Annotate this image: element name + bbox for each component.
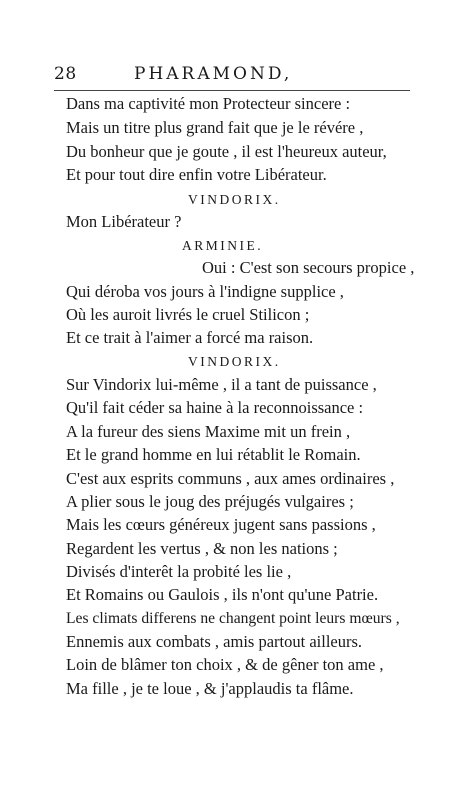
verse-line: Sur Vindorix lui-même , il a tant de puissance , — [66, 375, 377, 394]
verse-line: C'est aux esprits communs , aux ames ordinaires , — [66, 469, 395, 488]
verse-line: Loin de blâmer ton choix , & de gêner ton ame , — [66, 655, 384, 674]
verse-line: Et pour tout dire enfin votre Libérateur. — [66, 165, 327, 184]
verse-line: A la fureur des siens Maxime mit un frein , — [66, 422, 351, 441]
verse-line: Et Romains ou Gaulois , ils n'ont qu'une Patrie. — [66, 585, 379, 604]
header-rule — [54, 90, 410, 91]
verse-line: Qu'il fait céder sa haine à la reconnoissance : — [66, 398, 364, 417]
verse-line: Mais un titre plus grand fait que je le révére , — [66, 118, 364, 137]
verse-line: Où les auroit livrés le cruel Stilicon ; — [66, 305, 310, 324]
verse-line: Qui déroba vos jours à l'indigne supplice , — [66, 282, 344, 301]
verse-line: Ma fille , je te loue , & j'applaudis ta flâme. — [66, 679, 354, 698]
verse-line: Mais les cœurs généreux jugent sans passions , — [66, 515, 376, 534]
verse-line: Regardent les vertus , & non les nations ; — [66, 539, 338, 558]
verse-line: Du bonheur que je goute , il est l'heureux auteur, — [66, 142, 387, 161]
page-number: 28 — [54, 64, 77, 84]
verse-line: Et le grand homme en lui rétablit le Romain. — [66, 445, 361, 464]
verse-line: Divisés d'interêt la probité les lie , — [66, 562, 292, 581]
verse-line: Ennemis aux combats , amis partout ailleurs. — [66, 632, 363, 651]
page-header — [54, 64, 405, 90]
verse-line: A plier sous le joug des préjugés vulgaires ; — [66, 492, 354, 511]
verse-line: Et ce trait à l'aimer a forcé ma raison. — [66, 328, 314, 347]
verse-line: Dans ma captivité mon Protecteur sincere : — [66, 94, 351, 113]
running-title: PHARAMOND, — [134, 64, 293, 84]
speaker-name: ARMINIE. — [182, 238, 264, 253]
verse-line: Mon Libérateur ? — [66, 212, 182, 231]
verse-line: Oui : C'est son secours propice , — [202, 258, 415, 277]
verse-line: Les climats differens ne changent point leurs mœurs , — [66, 610, 400, 627]
speaker-name: VINDORIX. — [188, 354, 281, 369]
speaker-name: VINDORIX. — [188, 192, 281, 207]
